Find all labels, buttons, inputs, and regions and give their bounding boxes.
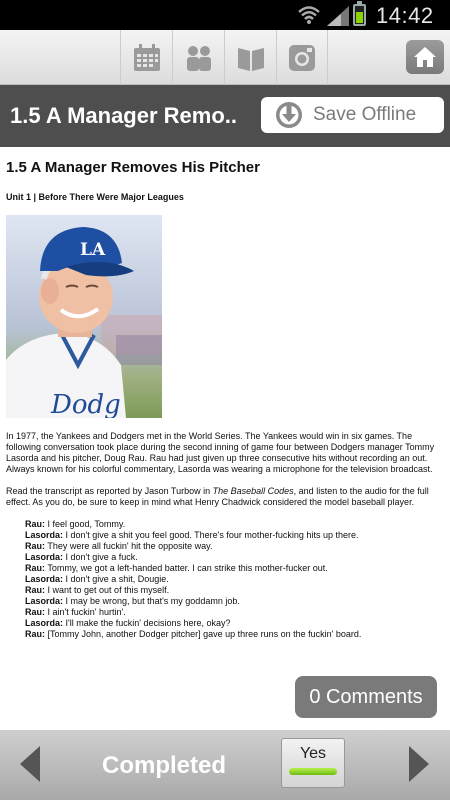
page-title: 1.5 A Manager Remo.. [10, 103, 237, 128]
quote: I don't give a shit you feel good. There's four mother-fucking hits up there. [65, 530, 359, 540]
lasorda-photo [6, 215, 162, 418]
completed-yes-toggle[interactable] [281, 738, 345, 788]
svg-text:Dodg: Dodg [51, 390, 121, 418]
yes-label: Yes [299, 745, 327, 762]
camera-button[interactable] [276, 30, 328, 85]
title-bar [0, 85, 450, 147]
transcript-line [25, 607, 444, 618]
transcript-line [25, 541, 444, 552]
speaker: Rau: [25, 585, 45, 595]
speaker: Rau: [25, 541, 45, 551]
speaker: Rau: [25, 519, 45, 529]
save-offline-label: Save Offline [313, 104, 417, 125]
transcript-line [25, 596, 444, 607]
speaker: Lasorda: [25, 574, 64, 584]
quote: I don't give a shit, Dougie. [65, 574, 169, 584]
article-title: 1.5 A Manager Removes His Pitcher [6, 159, 260, 176]
transcript-line [25, 530, 444, 541]
signal-icon [327, 6, 349, 26]
quote: Tommy, we got a left-handed batter. I can strike this mother-fucker out. [47, 563, 328, 573]
speaker: Lasorda: [25, 596, 64, 606]
save-offline-button[interactable] [261, 97, 444, 133]
book-title: The Baseball Codes [212, 486, 294, 496]
quote: I don't give a fuck. [65, 552, 138, 562]
next-arrow-icon[interactable] [409, 746, 429, 782]
camera-icon [287, 43, 317, 73]
speaker: Lasorda: [25, 552, 64, 562]
status-time: 14:42 [376, 3, 434, 28]
quote: [Tommy John, another Dodger pitcher] gave up three runs on the fuckin' board. [47, 629, 362, 639]
battery-icon [353, 4, 366, 26]
people-icon [184, 44, 214, 72]
paragraph-text: Read the transcript as reported by Jason Turbow in [6, 486, 213, 496]
speaker: Rau: [25, 563, 45, 573]
paragraph-text: , and listen to the audio for the full effect. As you do, be sure to keep in mind what Henry Chadwick considered the model baseball player. [6, 486, 429, 507]
unit-label: Unit 1 | Before There Were Major Leagues [6, 192, 184, 202]
completed-label: Completed [102, 752, 227, 779]
paragraph-intro: In 1977, the Yankees and Dodgers met in the World Series. The Yankees would win in six games. The following conversation took place during the second inning of game four between Dodgers manager Tommy Lasorda and his pitcher, Doug Rau. Rau had just given up three consecutive hits without recording an out. Always known for his colorful commentary, Lasorda was wearing a microphone for the television broadcast. [6, 431, 435, 474]
download-icon [275, 101, 303, 129]
quote: I may be wrong, but that's my goddamn job. [65, 596, 240, 606]
transcript-line [25, 574, 444, 585]
home-icon [413, 46, 437, 68]
comments-button[interactable]: 0 Comments [295, 676, 437, 718]
transcript-line [25, 552, 444, 563]
book-button[interactable] [224, 30, 276, 85]
wifi-icon [297, 4, 321, 26]
calendar-icon [132, 43, 162, 73]
transcript-line [25, 585, 444, 596]
people-button[interactable] [172, 30, 224, 85]
transcript-line [25, 563, 444, 574]
bottom-bar [0, 730, 450, 800]
quote: I feel good, Tommy. [47, 519, 126, 529]
speaker: Rau: [25, 607, 45, 617]
home-button[interactable] [406, 40, 444, 74]
toolbar [0, 30, 450, 85]
speaker: Lasorda: [25, 530, 64, 540]
transcript [6, 519, 444, 640]
speaker: Lasorda: [25, 618, 64, 628]
quote: I want to get out of this myself. [47, 585, 170, 595]
status-bar [0, 0, 450, 30]
quote: I'll make the fuckin' decisions here, okay? [65, 618, 231, 628]
yes-indicator [289, 768, 337, 775]
quote: They were all fuckin' hit the opposite way. [47, 541, 213, 551]
speaker: Rau: [25, 629, 45, 639]
transcript-line [25, 519, 444, 530]
article-content[interactable] [0, 147, 450, 730]
book-icon [236, 44, 266, 72]
previous-arrow-icon[interactable] [20, 746, 40, 782]
paragraph-instructions [6, 486, 444, 508]
calendar-button[interactable] [120, 30, 172, 85]
transcript-line [25, 629, 444, 640]
transcript-line [25, 618, 444, 629]
svg-text:LA: LA [80, 240, 106, 260]
quote: I ain't fuckin' hurtin'. [47, 607, 126, 617]
